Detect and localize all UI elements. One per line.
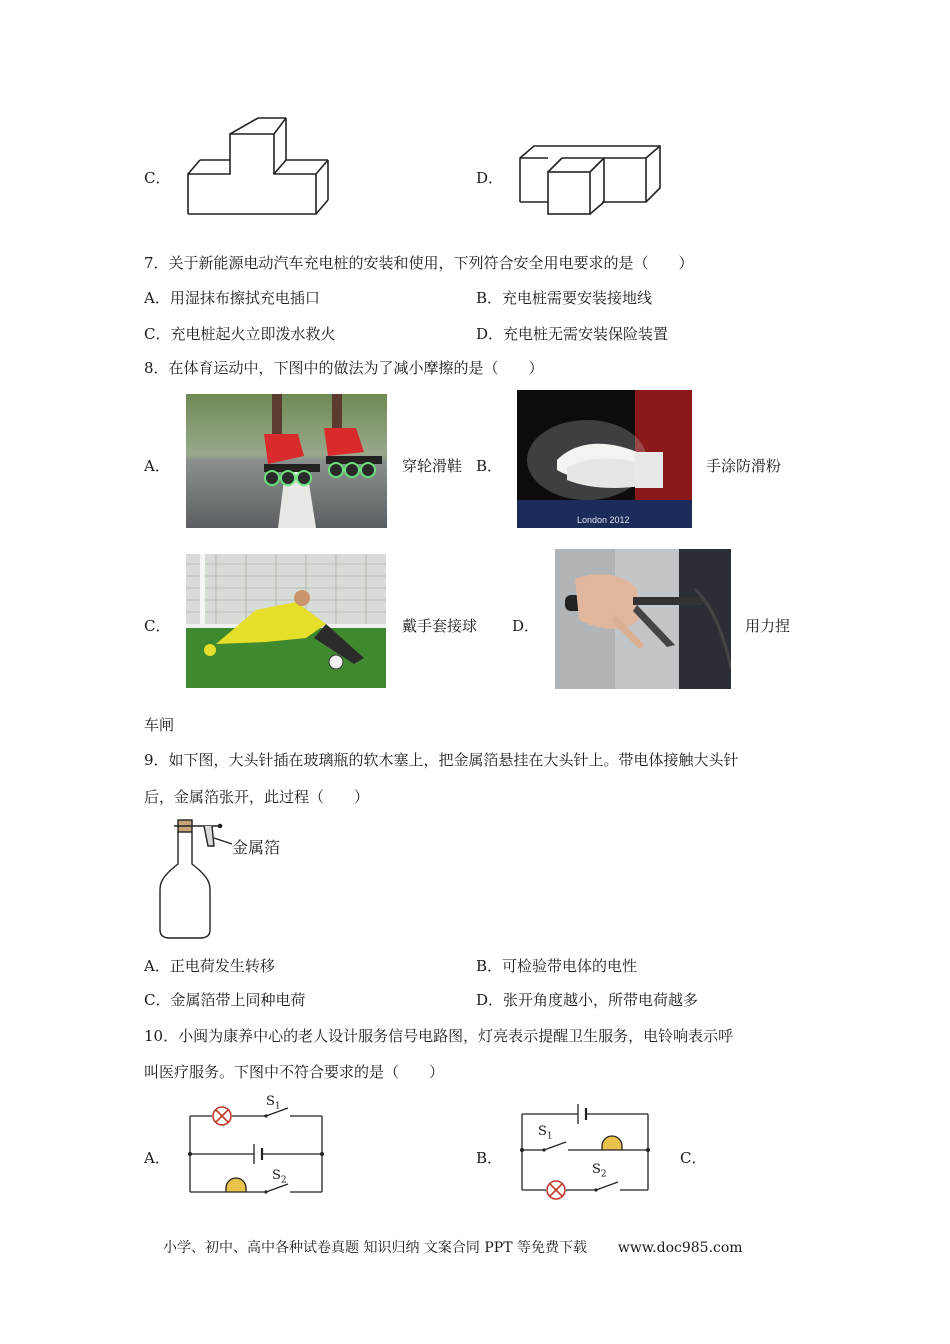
q10-option-b-letter: B．	[476, 1149, 503, 1167]
circuit-b-diagram	[518, 1102, 652, 1198]
q9-option-d: D．张开角度越小，所带电荷越多	[476, 991, 699, 1009]
q7-stem: 7．关于新能源电动汽车充电桩的安装和使用，下列符合安全用电要求的是（ ）	[144, 254, 694, 272]
q10-stem-line2: 叫医疗服务。下图中不符合要求的是（ ）	[144, 1063, 445, 1081]
circuit-b-s1-label: $S_1$	[538, 1124, 553, 1142]
q10-option-c-letter: C．	[680, 1149, 707, 1167]
q9-option-b: B．可检验带电体的电性	[476, 957, 638, 975]
foil-label: 金属箔	[232, 840, 281, 857]
london-2012-caption: London 2012	[577, 515, 630, 525]
q7-option-a: A．用湿抹布擦拭充电插口	[144, 289, 320, 307]
goalkeeper-photo	[186, 554, 386, 688]
option-d-label: D．	[476, 169, 504, 187]
rollerblade-photo	[186, 394, 387, 528]
q8-option-c-text: 戴手套接球	[402, 617, 478, 635]
q9-stem-line2: 后，金属箔张开，此过程（ ）	[144, 788, 370, 806]
q8-stem: 8．在体育运动中，下图中的做法为了减小摩擦的是（ ）	[144, 359, 544, 377]
q10-option-a-letter: A．	[144, 1149, 170, 1167]
footer	[163, 1237, 743, 1257]
shape-c-figure	[186, 116, 332, 216]
q9-option-a: A．正电荷发生转移	[144, 957, 275, 975]
q7-option-b: B．充电桩需要安装接地线	[476, 289, 653, 307]
q8-option-d-letter: D．	[512, 617, 540, 635]
q7-option-d: D．充电桩无需安装保险装置	[476, 325, 669, 343]
circuit-a-s2-label: $S_2$	[272, 1168, 287, 1186]
circuit-a-diagram	[186, 1104, 328, 1196]
bike-brake-photo	[555, 549, 731, 689]
q8-option-d-wrap: 车闸	[144, 716, 175, 734]
q8-option-d-text: 用力捏	[745, 617, 791, 635]
circuit-b-s2-label: $S_2$	[592, 1162, 607, 1180]
option-c-label: C．	[144, 169, 171, 187]
q8-option-a-letter: A．	[144, 457, 170, 475]
q10-stem-line1: 10．小闽为康养中心的老人设计服务信号电路图，灯亮表示提醒卫生服务，电铃响表示呼	[144, 1027, 734, 1045]
q7-option-c: C．充电桩起火立即泼水救火	[144, 325, 336, 343]
footer-url[interactable]: www.doc985.com	[617, 1240, 743, 1256]
footer-text: 小学、初中、高中各种试卷真题 知识归纳 文案合同 PPT 等免费下载	[163, 1240, 587, 1256]
q8-option-c-letter: C．	[144, 617, 171, 635]
chalk-hands-photo	[517, 390, 692, 528]
q9-option-c: C．金属箔带上同种电荷	[144, 991, 306, 1009]
shape-d-figure	[518, 144, 664, 218]
q9-stem-line1: 9．如下图，大头针插在玻璃瓶的软木塞上，把金属箔悬挂在大头针上。带电体接触大头针	[144, 751, 739, 769]
q8-option-b-letter: B．	[476, 457, 503, 475]
circuit-a-s1-label: $S_1$	[266, 1094, 281, 1112]
q8-option-b-text: 手涂防滑粉	[706, 457, 782, 475]
q8-option-a-text: 穿轮滑鞋	[402, 457, 463, 475]
